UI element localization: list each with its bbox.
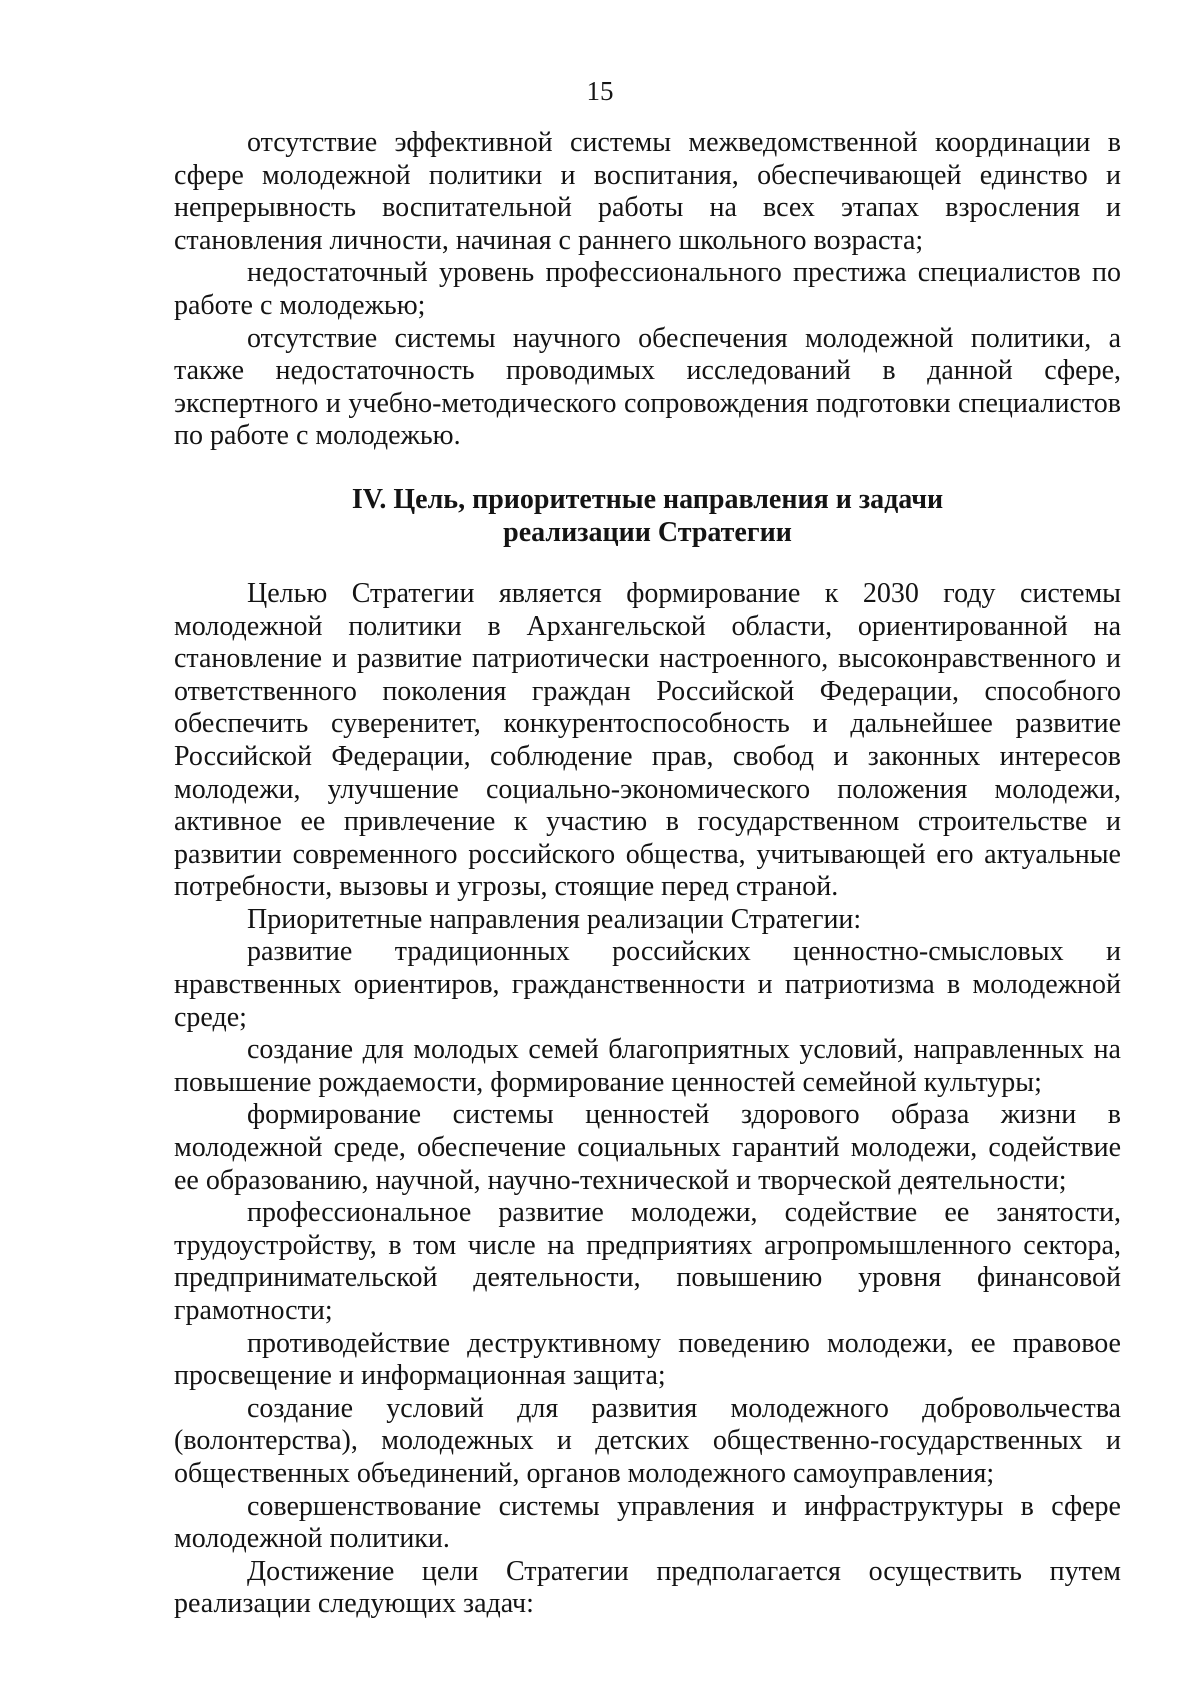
section-heading <box>174 483 1121 549</box>
list-item: создание условий для развития молодежного добровольчества (волонтерства), молодежных и детских общественно-государственных и общественных объединений, органов молодежного самоуправления; <box>174 1392 1121 1489</box>
list-item: совершенствование системы управления и инфраструктуры в сфере молодежной политики. <box>174 1490 1121 1555</box>
document-body <box>174 127 1121 1621</box>
page-number: 15 <box>586 76 614 106</box>
list-item: профессиональное развитие молодежи, содействие ее занятости, трудоустройству, в том числе на предприятиях агропромышленного сектора, предпринимательской деятельности, повышению уровня финансовой грамотности; <box>174 1197 1121 1326</box>
list-item: формирование системы ценностей здорового образа жизни в молодежной среде, обеспечение социальных гарантий молодежи, содействие ее образованию, научной, научно-технической и творческой деятельности; <box>174 1099 1121 1196</box>
paragraph: Приоритетные направления реализации Стратегии: <box>247 903 862 935</box>
list-item: развитие традиционных российских ценностно-смысловых и нравственных ориентиров, гражданственности и патриотизма в молодежной среде; <box>174 936 1121 1033</box>
section-heading-line: IV. Цель, приоритетные направления и задачи <box>351 483 944 515</box>
paragraph: отсутствие системы научного обеспечения молодежной политики, а также недостаточность проводимых исследований в данной сфере, экспертного и учебно-методического сопровождения подготовки специалистов по работе с молодежью. <box>174 322 1121 452</box>
paragraph: отсутствие эффективной системы межведомственной координации в сфере молодежной политики и воспитания, обеспечивающей единство и непрерывность воспитательной работы на всех этапах взросления и становления личности, начиная с раннего школьного возраста; <box>174 127 1121 256</box>
section-heading-line: реализации Стратегии <box>503 516 792 548</box>
paragraph: Достижение цели Стратегии предполагается осуществить путем реализации следующих задач: <box>174 1555 1121 1620</box>
list-item: противодействие деструктивному поведению молодежи, ее правовое просвещение и информационная защита; <box>174 1327 1121 1392</box>
paragraph: недостаточный уровень профессионального престижа специалистов по работе с молодежью; <box>174 257 1121 321</box>
list-item: создание для молодых семей благоприятных условий, направленных на повышение рождаемости, формирование ценностей семейной культуры; <box>174 1034 1121 1098</box>
paragraph: Целью Стратегии является формирование к 2030 году системы молодежной политики в Архангельской области, ориентированной на становление и развитие патриотически настроенного, высоконравственного и ответственного поколения граждан Российской Федерации, способного обеспечить суверенитет, конкурентоспособность и дальнейшее развитие Российской Федерации, соблюдение прав, свобод и законных интересов молодежи, улучшение социально-экономического положения молодежи, активное ее привлечение к участию в государственном строительстве и развитии современного российского общества, учитывающей его актуальные потребности, вызовы и угрозы, стоящие перед страной. <box>174 577 1121 903</box>
